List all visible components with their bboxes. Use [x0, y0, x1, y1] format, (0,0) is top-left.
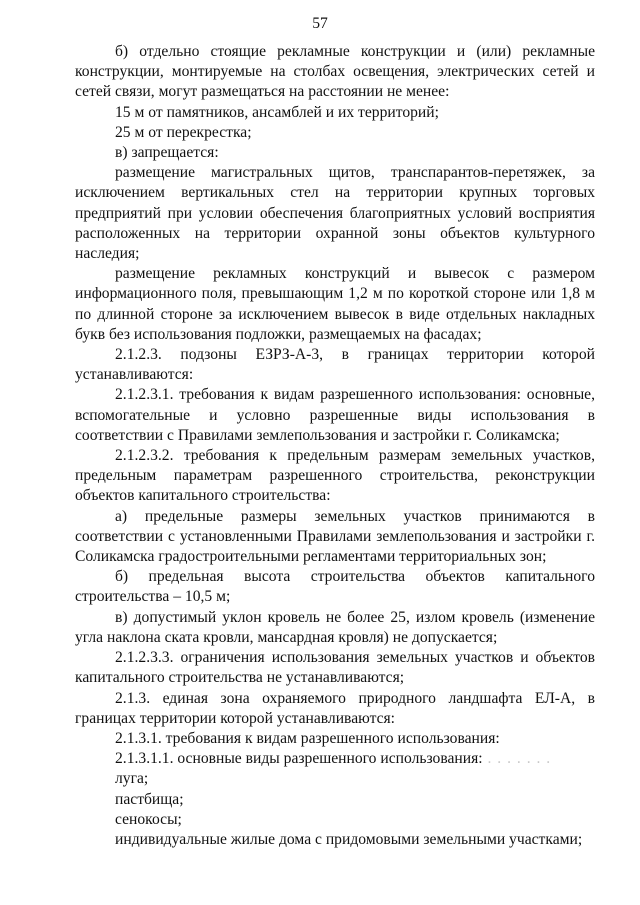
- document-body: [75, 42, 595, 850]
- paragraph: 25 м от перекрестка;: [115, 123, 252, 141]
- paragraph: б) отдельно стоящие рекламные конструкции и (или) рекламные конструкции, монтируемые на столбах освещения, электрических сетей и сетей связи, могут размещаться на расстоянии не менее:: [75, 43, 595, 101]
- paragraph: 2.1.2.3. подзоны ЕЗРЗ-А-3, в границах территории которой устанавливаются:: [75, 346, 595, 384]
- paragraph: б) предельная высота строительства объектов капитального строительства – 10,5 м;: [75, 568, 595, 606]
- paragraph: 2.1.3. единая зона охраняемого природного ландшафта ЕЛ-А, в границах территории которой устанавливаются:: [75, 689, 595, 727]
- paragraph: в) запрещается:: [115, 144, 219, 162]
- paragraph: 2.1.2.3.1. требования к видам разрешенного использования: основные, вспомогательные и условно разрешенные виды использования в соответствии с Правилами землепользования и застройки г. Соликамска;: [75, 386, 595, 444]
- paragraph: 2.1.3.1. требования к видам разрешенного использования:: [115, 729, 500, 747]
- faint-dots: . . . . . . .: [482, 750, 552, 768]
- paragraph-with-dots: [75, 749, 595, 769]
- paragraph-text: 2.1.3.1.1. основные виды разрешенного использования:: [115, 750, 483, 768]
- paragraph: 15 м от памятников, ансамблей и их территорий;: [115, 103, 439, 121]
- paragraph: пастбища;: [115, 790, 184, 808]
- paragraph: индивидуальные жилые дома с придомовыми земельными участками;: [115, 830, 583, 848]
- paragraph: размещение рекламных конструкций и вывесок с размером информационного поля, превышающим 1,2 м по короткой стороне или 1,8 м по длинной стороне за исключением вывесок в виде отдельных накладных букв без использования подложки, размещаемых на фасадах;: [75, 265, 595, 343]
- paragraph: луга;: [115, 770, 149, 788]
- paragraph: размещение магистральных щитов, транспарантов-перетяжек, за исключением вертикальных стел на территории крупных торговых предприятий при условии обеспечения благоприятных условий восприятия расположенных на территории охранной зоны объектов культурного наследия;: [75, 164, 595, 263]
- paragraph: 2.1.2.3.2. требования к предельным размерам земельных участков, предельным параметрам разрешенного строительства, реконструкции объектов капитального строительства:: [75, 447, 595, 505]
- paragraph: сенокосы;: [115, 810, 182, 828]
- paragraph: в) допустимый уклон кровель не более 25, излом кровель (изменение угла наклона ската кровли, мансардная кровля) не допускается;: [75, 608, 595, 646]
- page-number: 57: [312, 15, 328, 32]
- paragraph: а) предельные размеры земельных участков принимаются в соответствии с установленными Правилами землепользования и застройки г. Соликамска градостроительными регламентами территориальных зон;: [75, 507, 595, 566]
- paragraph: 2.1.2.3.3. ограничения использования земельных участков и объектов капитального строительства не устанавливаются;: [75, 649, 595, 687]
